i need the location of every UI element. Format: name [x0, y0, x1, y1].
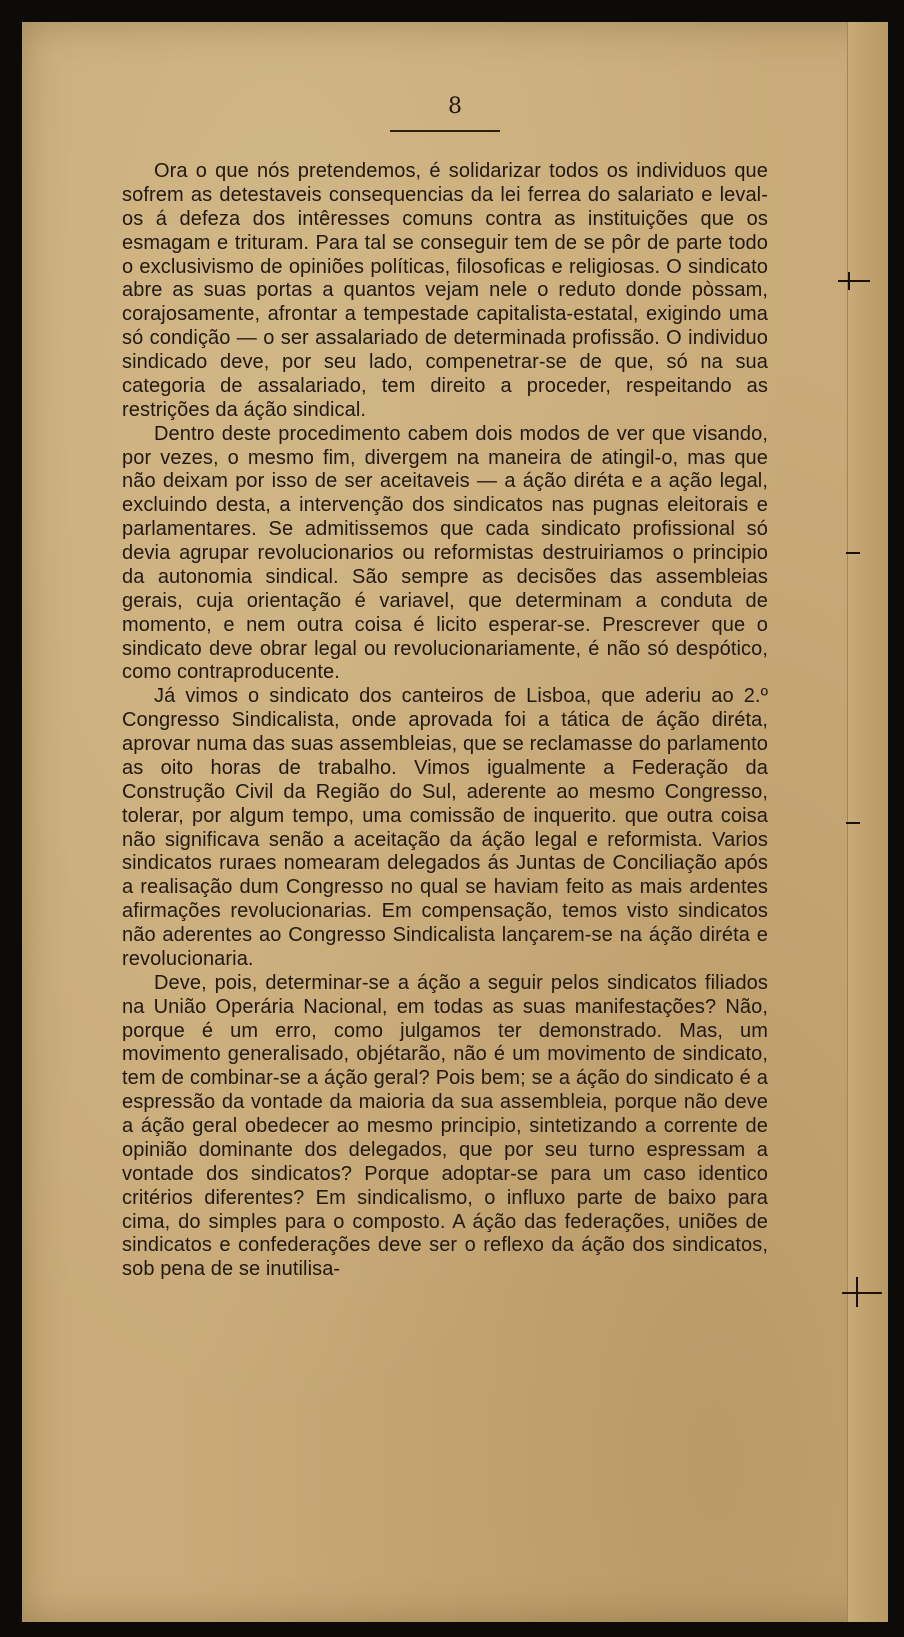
paragraph-3: Já vimos o sindicato dos canteiros de Lisboa, que aderiu ao 2.º Congresso Sindicalista, onde aprovada foi a tática de áção diréta, aprovar numa das suas assembleias, que se reclamasse do parlamento as oito horas de trabalho. Vimos igualmente a Federação da Construção Civil da Região do Sul, aderente ao mesmo Congresso, tolerar, por algum tempo, uma comissão de inquerito. que outra coisa não significava senão a aceitação da áção legal e reformista. Varios sindicatos ruraes nomearam delegados ás Juntas de Conciliação após a realisação dum Congresso no qual se haviam feito as mais ardentes afirmações revolucionarias. Em compensação, temos visto sindicatos não aderentes ao Congresso Sindicalista lançarem-se na áção diréta e revolucionaria. [122, 685, 768, 970]
binding-mark [846, 822, 860, 824]
header-rule [390, 130, 500, 132]
page-number: 8 [448, 94, 462, 119]
paragraph-4: Deve, pois, determinar-se a áção a seguir pelos sindicatos filiados na União Operária Nacional, em todas as suas manifestações? Não, porque é um erro, como julgamos ter demonstrado. Mas, um movimento generalisado, objétarão, não é um movimento de sindicato, tem de combinar-se a áção geral? Pois bem; se a áção do sindicato é a espressão da vontade da maioria da sua assembleia, porque não deve a áção geral obedecer ao mesmo principio, sintetizando a corrente de opinião dominante dos delegados, que por seu turno espressam a vontade dos sindicatos? Porque adoptar-se para um caso identico critérios diferentes? Em sindicalismo, o influxo parte de baixo para cima, do simples para o composto. A áção das federações, uniões de sindicatos e confederações deve ser o reflexo da áção dos sindicatos, sob pena de se inutilisa- [122, 971, 768, 1281]
scanned-page [22, 22, 888, 1622]
body-text [122, 160, 768, 1282]
binding-mark [838, 280, 870, 282]
binding-mark [848, 272, 850, 290]
paragraph-2: Dentro deste procedimento cabem dois modos de ver que visando, por vezes, o mesmo fim, divergem na maneira de atingil-o, mas que não deixam por isso de ser aceitaveis — a áção diréta e a ação legal, excluindo desta, a intervenção dos sindicatos nas pugnas eleitorais e parlamentares. Se admitissemos que cada sindicato profissional só devia agrupar revolucionarios ou reformistas destruiriamos o principio da autonomia sindical. São sempre as decisões das assembleias gerais, cuja orientação é variavel, que determinam a conduta de momento, e nem outra coisa é licito esperar-se. Prescrever que o sindicato deve obrar legal ou revolucionariamente, é não só despótico, como contraproducente. [122, 422, 768, 684]
binding-mark [842, 1292, 882, 1294]
binding-mark [856, 1277, 858, 1307]
binding-mark [846, 552, 860, 554]
paragraph-1: Ora o que nós pretendemos, é solidarizar todos os individuos que sofrem as detestaveis consequencias da lei ferrea do salariato e leval-os á defeza dos intêresses comuns contra as instituições que os esmagam e trituram. Para tal se conseguir tem de se pôr de parte todo o exclusivismo de opiniões políticas, filosoficas e religiosas. O sindicato abre as suas portas a quantos vejam nele o reduto donde pòssam, corajosamente, afrontar a tempestade capitalista-estatal, exigindo uma só condição — o ser assalariado de determinada profissão. O individuo sindicado deve, por seu lado, compenetrar-se de que, só na sua categoria de assalariado, tem direito a proceder, respeitando as restrições da áção sindical. [122, 160, 768, 421]
